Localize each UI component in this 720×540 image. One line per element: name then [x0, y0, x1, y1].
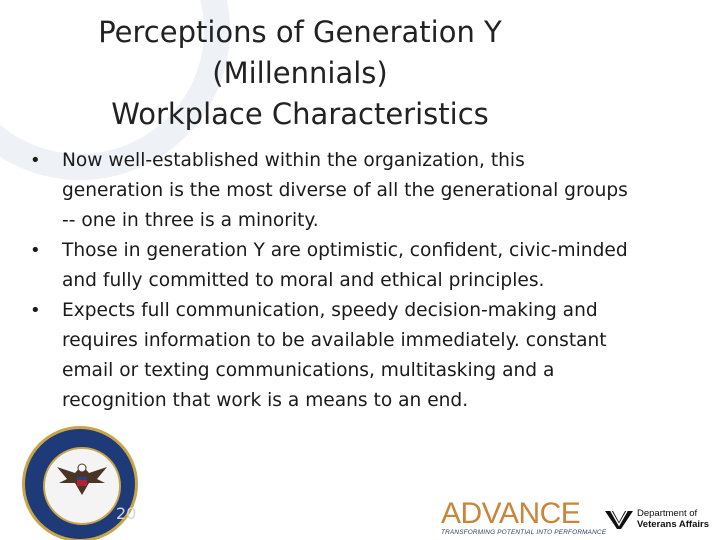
advance-logo-word: ADVANCE	[441, 497, 581, 530]
title-line-2: (Millennials)	[212, 56, 388, 90]
bullet-marker: •	[30, 150, 41, 171]
bullet-item	[24, 236, 714, 296]
bullet-text-line: -- one in three is a minority.	[62, 210, 319, 231]
bullet-text-line: Now well-established within the organization, this	[62, 150, 525, 171]
va-department-line-1: Department of	[637, 508, 698, 519]
bullet-item	[24, 146, 714, 236]
eagle-icon	[53, 459, 111, 499]
bullet-text-line: Expects full communication, speedy decision-making and	[62, 300, 598, 321]
advance-logo	[441, 497, 607, 538]
advance-logo-tagline: TRANSFORMING POTENTIAL INTO PERFORMANCE	[441, 529, 607, 536]
bullet-item	[24, 296, 714, 416]
va-emblem-icon	[604, 508, 634, 530]
bullet-text-line: generation is the most diverse of all the generational groups	[62, 180, 628, 201]
slide-title	[60, 12, 540, 135]
va-department-line-2: Veterans Affairs	[637, 519, 709, 530]
bullet-text-line: recognition that work is a means to an end.	[62, 390, 469, 411]
page-number: 20	[116, 504, 137, 523]
title-line-1: Perceptions of Generation Y	[98, 15, 502, 49]
bullet-marker: •	[30, 300, 41, 321]
bullet-text-line: Those in generation Y are optimistic, confident, civic-minded	[62, 240, 628, 261]
va-department-name	[637, 508, 709, 530]
bullet-list	[24, 146, 714, 416]
bullet-text-line: and fully committed to moral and ethical principles.	[62, 270, 545, 291]
title-line-3: Workplace Characteristics	[111, 97, 489, 131]
bullet-marker: •	[30, 240, 41, 261]
bullet-text-line: requires information to be available immediately. constant	[62, 330, 607, 351]
bullet-text-line: email or texting communications, multitasking and a	[62, 360, 555, 381]
va-department-logo	[604, 506, 716, 532]
seal-center	[43, 447, 121, 525]
